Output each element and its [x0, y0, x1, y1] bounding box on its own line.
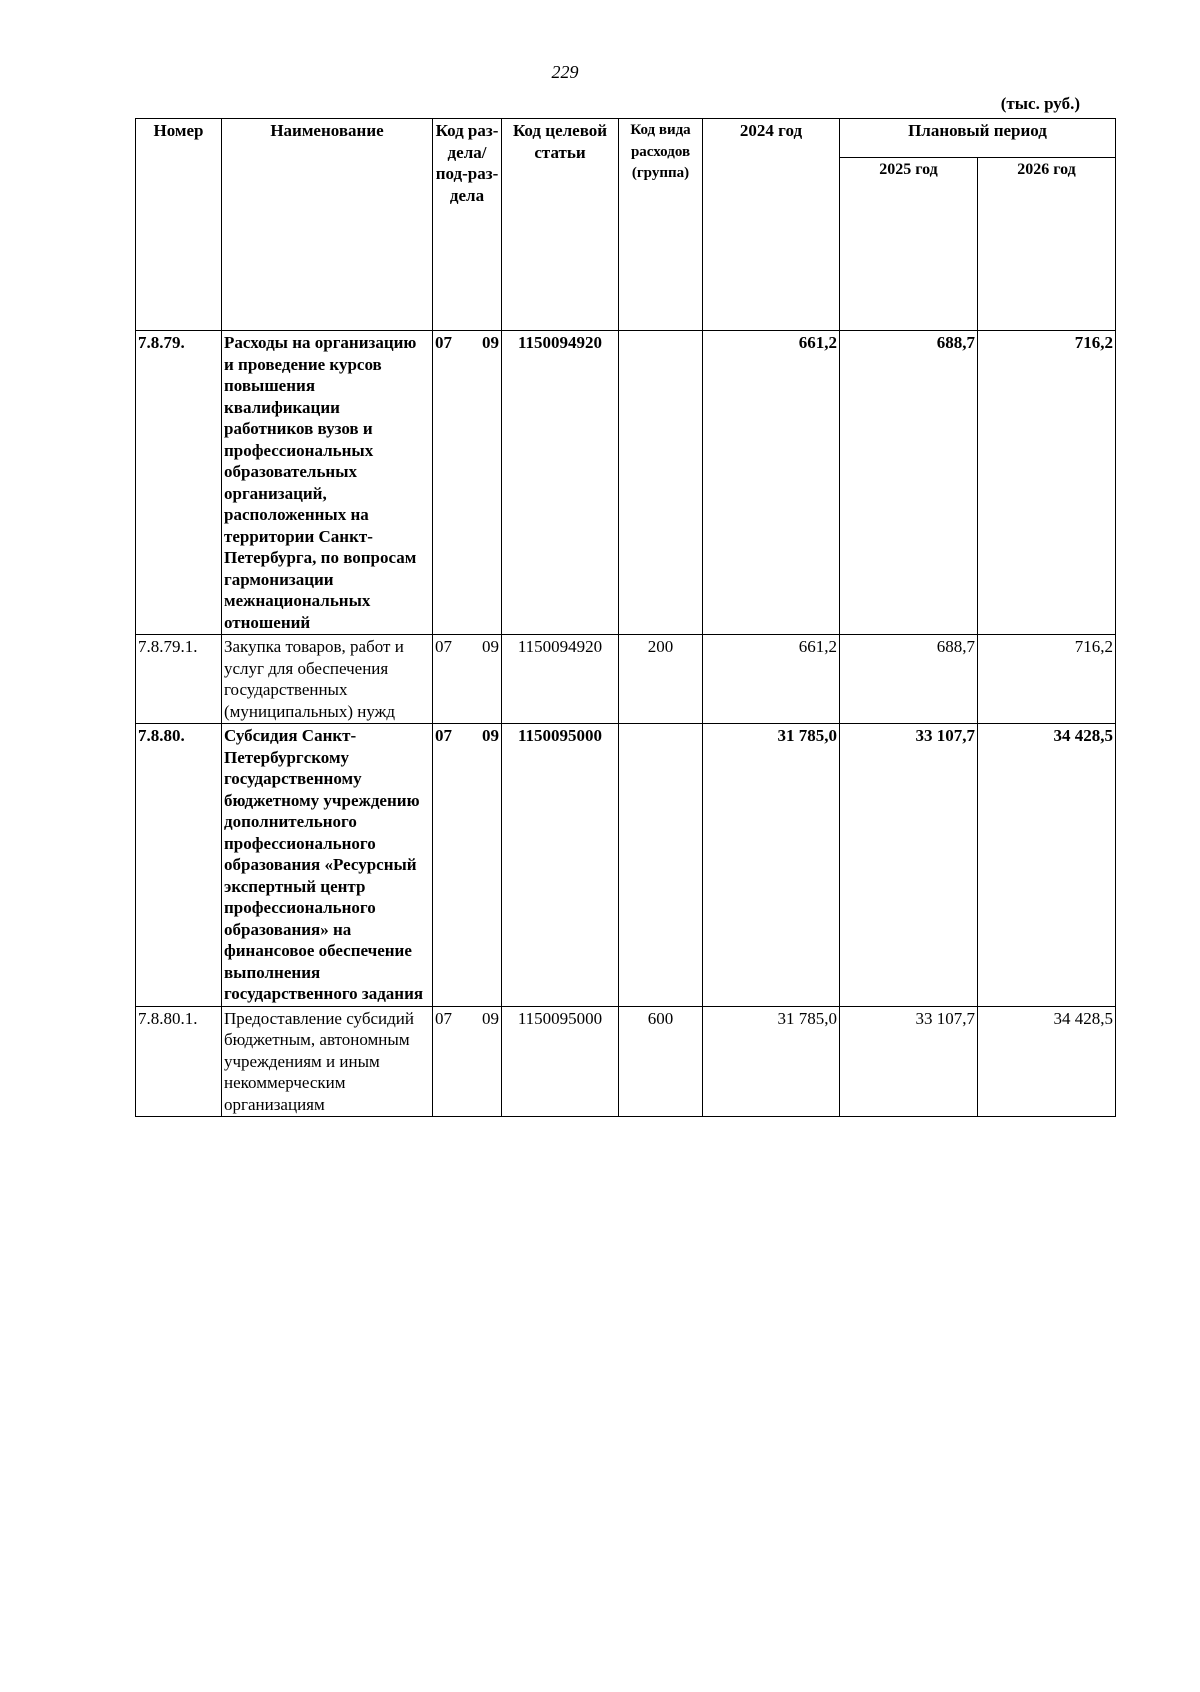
- header-number: Номер: [136, 119, 222, 331]
- table-row: [136, 635, 1116, 724]
- header-planned-period: Плановый период: [840, 119, 1116, 158]
- header-target-code: Код целевой статьи: [502, 119, 619, 331]
- header-year-2024: 2024 год: [703, 119, 840, 331]
- header-row: [136, 119, 1116, 158]
- table-row: [136, 331, 1116, 635]
- row-target-code: 1150095000: [502, 1006, 619, 1117]
- table-row: [136, 1006, 1116, 1117]
- row-section: 07: [435, 333, 452, 352]
- header-section-code: Код раз-дела/ под-раз-дела: [433, 119, 502, 331]
- row-section: 07: [435, 726, 452, 745]
- row-number: 7.8.80.: [136, 724, 222, 1007]
- row-section: 07: [435, 1008, 452, 1028]
- row-name: Субсидия Санкт-Петербургскому государственному бюджетному учреждению дополнительного профессионального образования «Ресурсный экспертный центр профессионального образования» на финансовое обеспечение выполнения государственного задания: [222, 724, 433, 1007]
- row-number: 7.8.79.: [136, 331, 222, 635]
- row-amount-2025: 688,7: [840, 635, 978, 724]
- table-row: [136, 724, 1116, 1007]
- row-amount-2025: 688,7: [840, 331, 978, 635]
- row-number: 7.8.80.1.: [136, 1006, 222, 1117]
- row-section: 07: [435, 637, 452, 656]
- row-expense-type: [619, 331, 703, 635]
- header-name: Наименование: [222, 119, 433, 331]
- row-name: Закупка товаров, работ и услуг для обеспечения государственных (муниципальных) нужд: [222, 635, 433, 724]
- row-subsection: 09: [482, 333, 499, 352]
- row-amount-2024: 661,2: [703, 635, 840, 724]
- row-amount-2026: 34 428,5: [978, 1006, 1116, 1117]
- row-name: Расходы на организацию и проведение курсов повышения квалификации работников вузов и профессиональных образовательных организаций, расположенных на территории Санкт-Петербурга, по вопросам гармонизации межнациональных отношений: [222, 331, 433, 635]
- row-expense-type: 200: [619, 635, 703, 724]
- row-section-code: [433, 1006, 502, 1117]
- page-number: 229: [551, 62, 579, 82]
- row-amount-2026: 34 428,5: [978, 724, 1116, 1007]
- header-year-2026: 2026 год: [978, 158, 1116, 331]
- row-amount-2024: 31 785,0: [703, 724, 840, 1007]
- row-target-code: 1150094920: [502, 331, 619, 635]
- row-amount-2026: 716,2: [978, 635, 1116, 724]
- row-subsection: 09: [482, 1008, 499, 1028]
- budget-table: [135, 118, 1116, 1117]
- row-section-code: [433, 635, 502, 724]
- row-amount-2025: 33 107,7: [840, 1006, 978, 1117]
- row-amount-2025: 33 107,7: [840, 724, 978, 1007]
- row-expense-type: 600: [619, 1006, 703, 1117]
- row-expense-type: [619, 724, 703, 1007]
- row-target-code: 1150094920: [502, 635, 619, 724]
- row-target-code: 1150095000: [502, 724, 619, 1007]
- row-subsection: 09: [482, 726, 499, 745]
- units-label: (тыс. руб.): [1000, 94, 1080, 113]
- header-expense-type: Код вида расходов (группа): [619, 119, 703, 331]
- row-amount-2024: 31 785,0: [703, 1006, 840, 1117]
- header-year-2025: 2025 год: [840, 158, 978, 331]
- row-section-code: [433, 724, 502, 1007]
- row-section-code: [433, 331, 502, 635]
- row-subsection: 09: [482, 637, 499, 656]
- row-number: 7.8.79.1.: [136, 635, 222, 724]
- row-amount-2026: 716,2: [978, 331, 1116, 635]
- row-amount-2024: 661,2: [703, 331, 840, 635]
- row-name: Предоставление субсидий бюджетным, автономным учреждениям и иным некоммерческим организациям: [222, 1006, 433, 1117]
